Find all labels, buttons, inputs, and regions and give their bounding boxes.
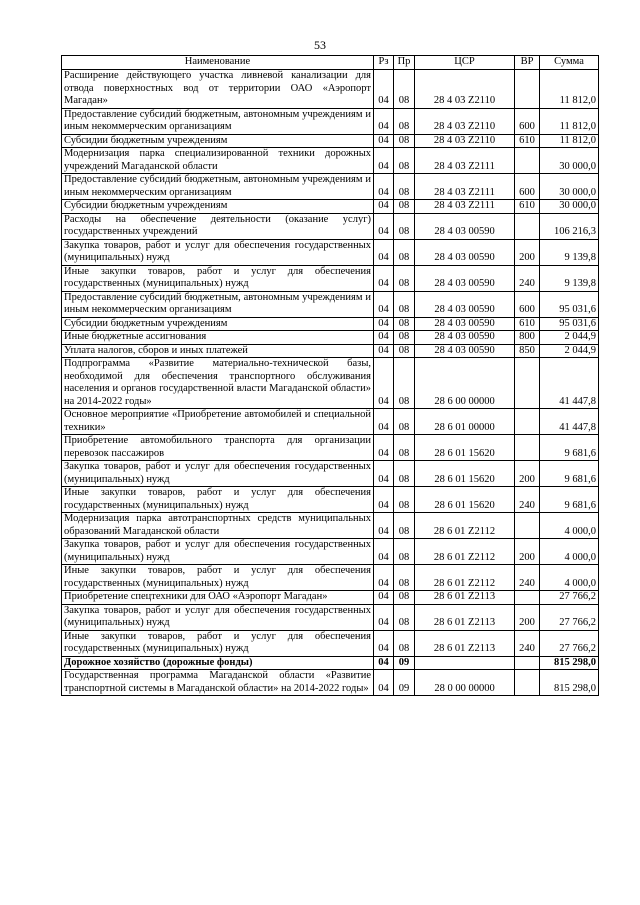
table-row bbox=[62, 317, 599, 331]
cell-vr bbox=[515, 670, 540, 696]
cell-name: Закупка товаров, работ и услуг для обеспечения государственных (муниципальных) нужд bbox=[62, 539, 374, 565]
cell-pr: 08 bbox=[394, 344, 415, 358]
cell-sum: 4 000,0 bbox=[540, 539, 599, 565]
cell-rz: 04 bbox=[374, 200, 394, 214]
cell-pr: 08 bbox=[394, 148, 415, 174]
cell-csr: 28 6 01 15620 bbox=[415, 435, 515, 461]
header-name: Наименование bbox=[62, 56, 374, 70]
header-rz: Рз bbox=[374, 56, 394, 70]
cell-csr: 28 4 03 00590 bbox=[415, 291, 515, 317]
header-sum: Сумма bbox=[540, 56, 599, 70]
cell-vr: 600 bbox=[515, 174, 540, 200]
table-row bbox=[62, 174, 599, 200]
cell-sum: 9 681,6 bbox=[540, 435, 599, 461]
cell-pr: 08 bbox=[394, 331, 415, 345]
cell-name: Закупка товаров, работ и услуг для обеспечения государственных (муниципальных) нужд bbox=[62, 239, 374, 265]
table-row bbox=[62, 148, 599, 174]
cell-rz: 04 bbox=[374, 630, 394, 656]
table-row bbox=[62, 604, 599, 630]
cell-csr: 28 6 01 15620 bbox=[415, 461, 515, 487]
cell-vr bbox=[515, 591, 540, 605]
cell-rz: 04 bbox=[374, 409, 394, 435]
table-row bbox=[62, 461, 599, 487]
cell-vr: 200 bbox=[515, 604, 540, 630]
table-row bbox=[62, 539, 599, 565]
cell-pr: 08 bbox=[394, 174, 415, 200]
cell-sum: 27 766,2 bbox=[540, 630, 599, 656]
cell-vr: 600 bbox=[515, 108, 540, 134]
cell-name: Модернизация парка автотранспортных средств муниципальных образований Магаданской области bbox=[62, 513, 374, 539]
cell-pr: 08 bbox=[394, 539, 415, 565]
cell-csr: 28 4 03 00590 bbox=[415, 265, 515, 291]
cell-sum: 9 139,8 bbox=[540, 239, 599, 265]
header-vr: ВР bbox=[515, 56, 540, 70]
cell-name: Приобретение спецтехники для ОАО «Аэропорт Магадан» bbox=[62, 591, 374, 605]
table-row bbox=[62, 630, 599, 656]
cell-pr: 08 bbox=[394, 134, 415, 148]
table-row bbox=[62, 265, 599, 291]
cell-name: Модернизация парка специализированной техники дорожных учреждений Магаданской области bbox=[62, 148, 374, 174]
cell-rz: 04 bbox=[374, 174, 394, 200]
cell-rz: 04 bbox=[374, 604, 394, 630]
cell-sum: 11 812,0 bbox=[540, 70, 599, 109]
cell-sum: 95 031,6 bbox=[540, 317, 599, 331]
cell-vr bbox=[515, 656, 540, 670]
cell-vr bbox=[515, 70, 540, 109]
cell-pr: 08 bbox=[394, 358, 415, 409]
cell-sum: 4 000,0 bbox=[540, 565, 599, 591]
cell-rz: 04 bbox=[374, 344, 394, 358]
cell-pr: 09 bbox=[394, 670, 415, 696]
cell-sum: 2 044,9 bbox=[540, 331, 599, 345]
cell-sum: 95 031,6 bbox=[540, 291, 599, 317]
cell-sum: 30 000,0 bbox=[540, 174, 599, 200]
cell-sum: 30 000,0 bbox=[540, 148, 599, 174]
cell-pr: 08 bbox=[394, 591, 415, 605]
table-row bbox=[62, 331, 599, 345]
cell-vr: 240 bbox=[515, 265, 540, 291]
cell-name: Дорожное хозяйство (дорожные фонды) bbox=[62, 656, 374, 670]
cell-csr: 28 4 03 Z2111 bbox=[415, 174, 515, 200]
table-row bbox=[62, 435, 599, 461]
cell-csr: 28 6 01 00000 bbox=[415, 409, 515, 435]
cell-name: Закупка товаров, работ и услуг для обеспечения государственных (муниципальных) нужд bbox=[62, 604, 374, 630]
cell-vr: 610 bbox=[515, 200, 540, 214]
cell-vr: 610 bbox=[515, 317, 540, 331]
cell-rz: 04 bbox=[374, 265, 394, 291]
cell-vr: 240 bbox=[515, 565, 540, 591]
header-pr: Пр bbox=[394, 56, 415, 70]
cell-vr: 240 bbox=[515, 630, 540, 656]
cell-sum: 9 681,6 bbox=[540, 487, 599, 513]
table-row bbox=[62, 409, 599, 435]
cell-vr: 800 bbox=[515, 331, 540, 345]
cell-name: Предоставление субсидий бюджетным, автономным учреждениям и иным некоммерческим организациям bbox=[62, 108, 374, 134]
cell-rz: 04 bbox=[374, 213, 394, 239]
cell-vr: 240 bbox=[515, 487, 540, 513]
cell-csr bbox=[415, 656, 515, 670]
cell-pr: 08 bbox=[394, 487, 415, 513]
cell-rz: 04 bbox=[374, 70, 394, 109]
cell-rz: 04 bbox=[374, 291, 394, 317]
cell-sum: 815 298,0 bbox=[540, 670, 599, 696]
cell-rz: 04 bbox=[374, 487, 394, 513]
cell-rz: 04 bbox=[374, 108, 394, 134]
cell-csr: 28 4 03 Z2111 bbox=[415, 200, 515, 214]
cell-pr: 08 bbox=[394, 108, 415, 134]
cell-sum: 2 044,9 bbox=[540, 344, 599, 358]
table-header-row bbox=[62, 56, 599, 70]
cell-name: Предоставление субсидий бюджетным, автономным учреждениям и иным некоммерческим организациям bbox=[62, 174, 374, 200]
cell-name: Предоставление субсидий бюджетным, автономным учреждениям и иным некоммерческим организациям bbox=[62, 291, 374, 317]
cell-pr: 09 bbox=[394, 656, 415, 670]
cell-csr: 28 4 03 Z2110 bbox=[415, 108, 515, 134]
cell-name: Иные закупки товаров, работ и услуг для обеспечения государственных (муниципальных) нужд bbox=[62, 487, 374, 513]
cell-rz: 04 bbox=[374, 461, 394, 487]
cell-rz: 04 bbox=[374, 539, 394, 565]
cell-csr: 28 6 01 Z2113 bbox=[415, 604, 515, 630]
cell-rz: 04 bbox=[374, 317, 394, 331]
cell-rz: 04 bbox=[374, 656, 394, 670]
cell-vr bbox=[515, 435, 540, 461]
cell-pr: 08 bbox=[394, 565, 415, 591]
cell-rz: 04 bbox=[374, 565, 394, 591]
cell-vr bbox=[515, 148, 540, 174]
cell-name: Расширение действующего участка ливневой канализации для отвода поверхностных вод от территории ОАО «Аэропорт Магадан» bbox=[62, 70, 374, 109]
table-row bbox=[62, 656, 599, 670]
table-row bbox=[62, 670, 599, 696]
table-row bbox=[62, 213, 599, 239]
cell-rz: 04 bbox=[374, 148, 394, 174]
cell-csr: 28 0 00 00000 bbox=[415, 670, 515, 696]
cell-sum: 4 000,0 bbox=[540, 513, 599, 539]
table-row bbox=[62, 239, 599, 265]
table-row bbox=[62, 513, 599, 539]
cell-vr bbox=[515, 409, 540, 435]
cell-pr: 08 bbox=[394, 265, 415, 291]
cell-vr: 610 bbox=[515, 134, 540, 148]
table-body bbox=[62, 70, 599, 696]
cell-pr: 08 bbox=[394, 70, 415, 109]
cell-csr: 28 4 03 Z2110 bbox=[415, 134, 515, 148]
cell-pr: 08 bbox=[394, 630, 415, 656]
cell-name: Государственная программа Магаданской области «Развитие транспортной системы в Магаданской области» на 2014-2022 годы» bbox=[62, 670, 374, 696]
cell-rz: 04 bbox=[374, 239, 394, 265]
cell-sum: 106 216,3 bbox=[540, 213, 599, 239]
cell-name: Приобретение автомобильного транспорта для организации перевозок пассажиров bbox=[62, 435, 374, 461]
cell-pr: 08 bbox=[394, 291, 415, 317]
cell-vr: 850 bbox=[515, 344, 540, 358]
cell-name: Субсидии бюджетным учреждениям bbox=[62, 317, 374, 331]
cell-csr: 28 6 01 Z2112 bbox=[415, 513, 515, 539]
table-row bbox=[62, 70, 599, 109]
cell-csr: 28 4 03 00590 bbox=[415, 317, 515, 331]
cell-name: Субсидии бюджетным учреждениям bbox=[62, 200, 374, 214]
cell-vr bbox=[515, 513, 540, 539]
table-row bbox=[62, 565, 599, 591]
cell-vr: 600 bbox=[515, 291, 540, 317]
cell-pr: 08 bbox=[394, 461, 415, 487]
cell-rz: 04 bbox=[374, 670, 394, 696]
cell-csr: 28 4 03 Z2111 bbox=[415, 148, 515, 174]
cell-name: Подпрограмма «Развитие материально-технической базы, необходимой для обеспечения транспортного обслуживания населения и органов государственной власти Магаданской области» на 2014-2022 годы» bbox=[62, 358, 374, 409]
cell-csr: 28 4 03 00590 bbox=[415, 213, 515, 239]
table-row bbox=[62, 108, 599, 134]
table-row bbox=[62, 358, 599, 409]
cell-pr: 08 bbox=[394, 409, 415, 435]
cell-csr: 28 4 03 00590 bbox=[415, 239, 515, 265]
cell-csr: 28 6 01 Z2113 bbox=[415, 630, 515, 656]
cell-rz: 04 bbox=[374, 134, 394, 148]
cell-sum: 9 139,8 bbox=[540, 265, 599, 291]
cell-vr bbox=[515, 358, 540, 409]
cell-sum: 27 766,2 bbox=[540, 591, 599, 605]
table-row bbox=[62, 591, 599, 605]
cell-sum: 41 447,8 bbox=[540, 358, 599, 409]
cell-csr: 28 4 03 00590 bbox=[415, 344, 515, 358]
cell-csr: 28 4 03 00590 bbox=[415, 331, 515, 345]
cell-name: Иные закупки товаров, работ и услуг для обеспечения государственных (муниципальных) нужд bbox=[62, 565, 374, 591]
cell-rz: 04 bbox=[374, 513, 394, 539]
cell-pr: 08 bbox=[394, 317, 415, 331]
cell-name: Расходы на обеспечение деятельности (оказание услуг) государственных учреждений bbox=[62, 213, 374, 239]
cell-sum: 41 447,8 bbox=[540, 409, 599, 435]
cell-rz: 04 bbox=[374, 435, 394, 461]
cell-sum: 9 681,6 bbox=[540, 461, 599, 487]
cell-name: Основное мероприятие «Приобретение автомобилей и специальной техники» bbox=[62, 409, 374, 435]
cell-pr: 08 bbox=[394, 435, 415, 461]
cell-name: Иные закупки товаров, работ и услуг для обеспечения государственных (муниципальных) нужд bbox=[62, 265, 374, 291]
cell-csr: 28 4 03 Z2110 bbox=[415, 70, 515, 109]
cell-name: Уплата налогов, сборов и иных платежей bbox=[62, 344, 374, 358]
cell-pr: 08 bbox=[394, 200, 415, 214]
cell-pr: 08 bbox=[394, 604, 415, 630]
budget-table bbox=[61, 55, 599, 696]
cell-sum: 815 298,0 bbox=[540, 656, 599, 670]
cell-name: Субсидии бюджетным учреждениям bbox=[62, 134, 374, 148]
cell-pr: 08 bbox=[394, 513, 415, 539]
cell-csr: 28 6 01 15620 bbox=[415, 487, 515, 513]
cell-rz: 04 bbox=[374, 358, 394, 409]
cell-rz: 04 bbox=[374, 591, 394, 605]
cell-pr: 08 bbox=[394, 213, 415, 239]
header-csr: ЦСР bbox=[415, 56, 515, 70]
page-number: 53 bbox=[314, 38, 326, 52]
cell-csr: 28 6 01 Z2112 bbox=[415, 565, 515, 591]
table-row bbox=[62, 291, 599, 317]
table-row bbox=[62, 200, 599, 214]
cell-vr: 200 bbox=[515, 539, 540, 565]
cell-name: Закупка товаров, работ и услуг для обеспечения государственных (муниципальных) нужд bbox=[62, 461, 374, 487]
cell-sum: 11 812,0 bbox=[540, 108, 599, 134]
cell-pr: 08 bbox=[394, 239, 415, 265]
cell-csr: 28 6 00 00000 bbox=[415, 358, 515, 409]
cell-csr: 28 6 01 Z2113 bbox=[415, 591, 515, 605]
cell-vr: 200 bbox=[515, 239, 540, 265]
cell-csr: 28 6 01 Z2112 bbox=[415, 539, 515, 565]
cell-sum: 11 812,0 bbox=[540, 134, 599, 148]
table-row bbox=[62, 487, 599, 513]
cell-name: Иные бюджетные ассигнования bbox=[62, 331, 374, 345]
cell-name: Иные закупки товаров, работ и услуг для обеспечения государственных (муниципальных) нужд bbox=[62, 630, 374, 656]
cell-sum: 27 766,2 bbox=[540, 604, 599, 630]
table-row bbox=[62, 134, 599, 148]
cell-vr bbox=[515, 213, 540, 239]
cell-vr: 200 bbox=[515, 461, 540, 487]
cell-rz: 04 bbox=[374, 331, 394, 345]
cell-sum: 30 000,0 bbox=[540, 200, 599, 214]
table-row bbox=[62, 344, 599, 358]
